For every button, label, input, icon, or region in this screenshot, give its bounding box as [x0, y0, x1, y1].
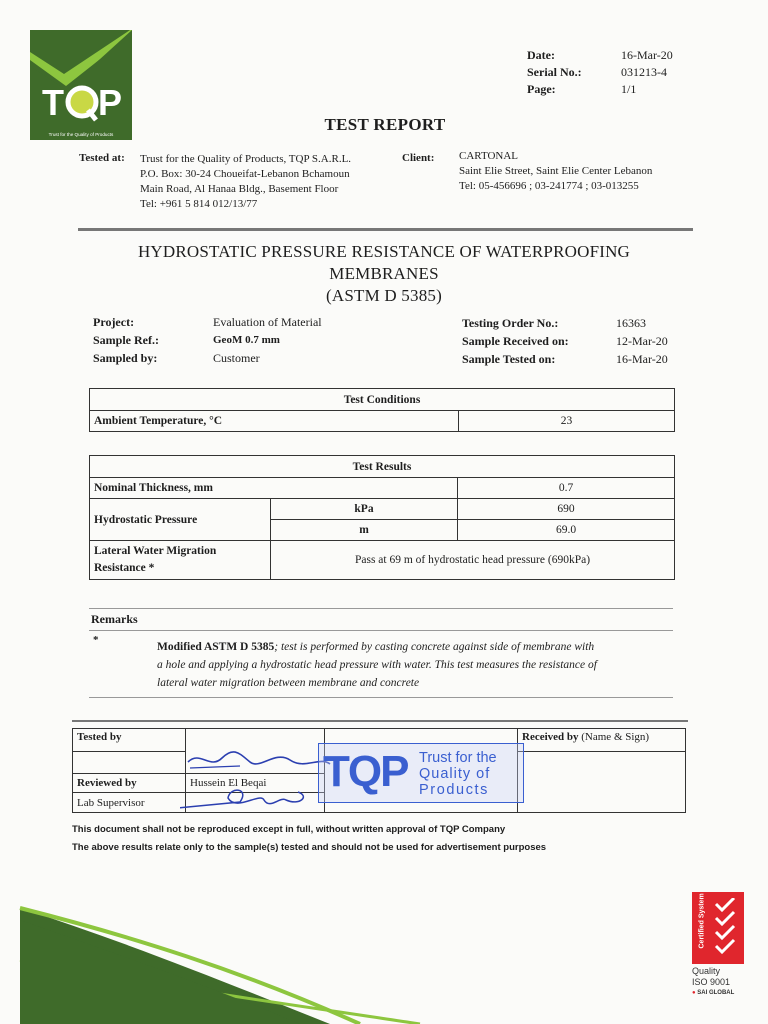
reviewer-name: Hussein El Beqai: [186, 773, 325, 793]
remarks-bottom-rule: [89, 697, 673, 698]
heading-line-1: HYDROSTATIC PRESSURE RESISTANCE OF WATERPROOFING: [137, 242, 631, 261]
sample-received-value: 12-Mar-20: [616, 334, 668, 348]
tqp-stamp: [318, 743, 524, 803]
lateral-label: [90, 541, 271, 580]
logo-tagline: Trust for the Quality of Products: [48, 132, 114, 137]
page-value: 1/1: [621, 82, 637, 96]
kpa-unit: kPa: [271, 499, 458, 520]
stamp-line: Quality of: [419, 766, 491, 782]
project-label: Project:: [93, 315, 135, 329]
project-values: [213, 313, 322, 367]
tested-at-line: P.O. Box: 30-24 Choueifat-Lebanon Bchamoun: [140, 168, 350, 180]
iso-line: [692, 988, 734, 999]
order-values: [616, 314, 668, 368]
tested-at-address: [140, 152, 351, 212]
client-label: Client:: [402, 152, 435, 164]
stamp-line: Trust for the: [419, 750, 497, 766]
remarks-text: [157, 638, 687, 692]
test-conditions-table: [89, 388, 675, 432]
results-title: Test Results: [90, 456, 675, 478]
stamp-text: [419, 750, 497, 798]
received-by-label: Received by: [522, 731, 579, 743]
heading-line-3: (ASTM D 5385): [326, 286, 442, 305]
sai-dot-icon: ●: [692, 990, 696, 996]
sai-global-text: SAI GLOBAL: [697, 990, 735, 996]
received-by-suffix: (Name & Sign): [581, 731, 650, 743]
iso-text: [692, 966, 734, 999]
client-line: CARTONAL: [459, 150, 519, 162]
sample-received-label: Sample Received on:: [462, 334, 569, 348]
project-info: [93, 313, 159, 367]
sample-ref-label: Sample Ref.:: [93, 333, 159, 347]
remarks-text-line: a hole and applying a hydrostatic head pressure with water. This test measures the resistance of: [157, 659, 597, 671]
conditions-title: Test Conditions: [90, 389, 675, 411]
testing-order-label: Testing Order No.:: [462, 316, 559, 330]
remarks-top-rule: [89, 608, 673, 609]
remarks-bold: Modified ASTM D 5385: [157, 641, 275, 653]
date-value: 16-Mar-20: [621, 48, 673, 62]
m-value: 69.0: [458, 520, 675, 541]
heading-line-2: MEMBRANES: [329, 264, 439, 283]
svg-text:P: P: [98, 82, 123, 123]
report-meta: [527, 47, 697, 102]
svg-text:T: T: [42, 82, 64, 123]
client-line: Saint Elie Street, Saint Elie Center Lebanon: [459, 165, 653, 177]
tested-at-label: Tested at:: [79, 152, 125, 164]
remarks-title: Remarks: [91, 612, 138, 626]
footer-line: The above results relate only to the sample(s) tested and should not be used for advertisement purposes: [72, 842, 547, 853]
stamp-letters: TQP: [323, 747, 408, 796]
remarks-text-line: lateral water migration between membrane and concrete: [157, 677, 420, 689]
sample-tested-label: Sample Tested on:: [462, 352, 556, 366]
received-by-cell: [518, 729, 686, 752]
ambient-temp-label: Ambient Temperature, °C: [90, 411, 459, 432]
project-value: Evaluation of Material: [213, 315, 322, 329]
pressure-label: Hydrostatic Pressure: [90, 499, 271, 541]
ambient-temp-value: 23: [459, 411, 675, 432]
check-marks-icon: [714, 898, 740, 958]
sampled-by-value: Customer: [213, 351, 260, 365]
serial-value: 031213-4: [621, 65, 667, 79]
tested-at-line: Tel: +961 5 814 012/13/77: [140, 198, 258, 210]
kpa-value: 690: [458, 499, 675, 520]
lateral-label-line: Resistance *: [94, 562, 155, 574]
date-label: Date:: [527, 48, 555, 62]
report-title: TEST REPORT: [324, 115, 446, 134]
remarks-text-line: ; test is performed by casting concrete against side of membrane with: [274, 641, 595, 653]
signature-divider: [72, 720, 688, 722]
footer-swoosh: [0, 900, 768, 1024]
order-info: [462, 314, 569, 368]
remarks-marker: *: [93, 634, 99, 646]
badge-text: Certified System: [698, 893, 706, 949]
remarks-title-rule: [89, 630, 673, 631]
footer-notice: [72, 821, 546, 857]
test-results-table: [89, 455, 675, 580]
sample-ref-value: GeoM 0.7 mm: [213, 334, 280, 346]
iso-line: Quality: [692, 966, 721, 976]
header-divider: [78, 228, 693, 231]
tested-by-label: Tested by: [73, 729, 186, 752]
sample-tested-value: 16-Mar-20: [616, 352, 668, 366]
test-heading: [0, 241, 768, 307]
tested-at-line: Main Road, Al Hanaa Bldg., Basement Floor: [140, 183, 339, 195]
footer-line: This document shall not be reproduced except in full, without written approval of TQP Company: [72, 824, 506, 835]
client-address: [459, 149, 652, 194]
lab-supervisor-label: Lab Supervisor: [73, 793, 186, 813]
signature-scribbles: [180, 740, 340, 820]
iso-line: ISO 9001: [692, 977, 731, 987]
m-unit: m: [271, 520, 458, 541]
client-line: Tel: 05-456696 ; 03-241774 ; 03-013255: [459, 180, 639, 192]
tested-at-line: Trust for the Quality of Products, TQP S.A.R.L.: [140, 153, 352, 165]
thickness-label: Nominal Thickness, mm: [90, 478, 458, 499]
thickness-value: 0.7: [458, 478, 675, 499]
iso-badge: [692, 892, 744, 964]
reviewed-by-label: Reviewed by: [73, 773, 186, 793]
serial-label: Serial No.:: [527, 65, 582, 79]
sampled-by-label: Sampled by:: [93, 351, 158, 365]
page-label: Page:: [527, 82, 556, 96]
stamp-line: Products: [419, 782, 490, 798]
lateral-value: Pass at 69 m of hydrostatic head pressure (690kPa): [271, 541, 675, 580]
lateral-label-line: Lateral Water Migration: [94, 545, 217, 557]
testing-order-value: 16363: [616, 316, 646, 330]
